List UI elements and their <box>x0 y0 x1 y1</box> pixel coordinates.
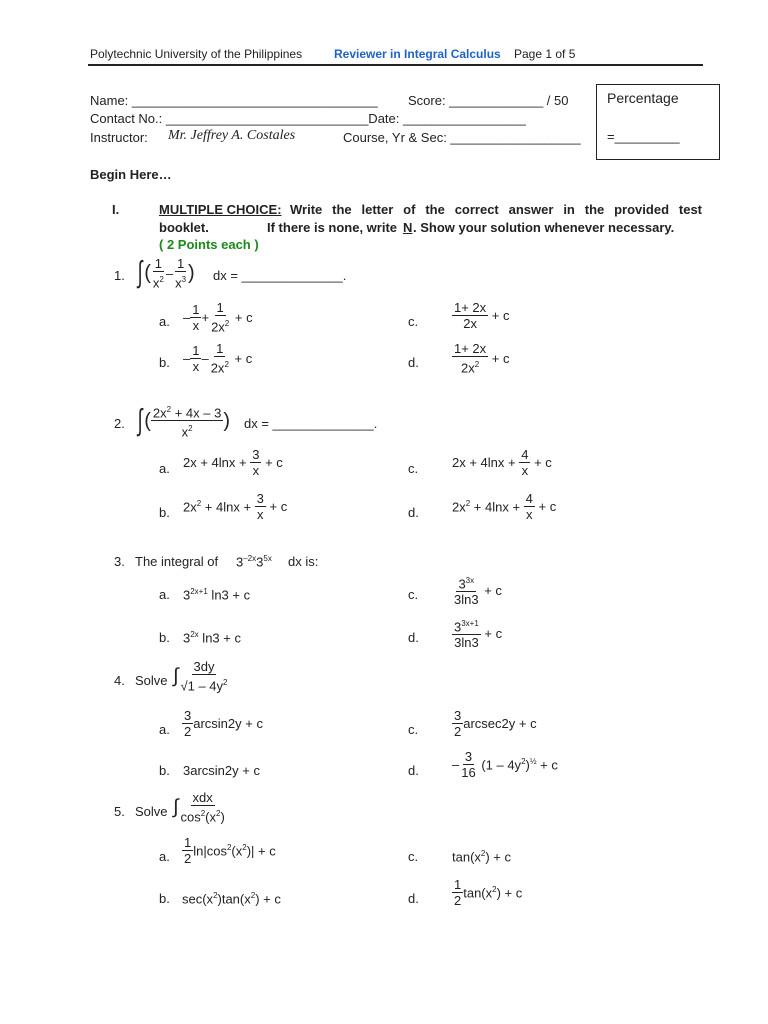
q3-text: The integral of <box>135 554 219 569</box>
q1-b-letter: b. <box>159 355 170 370</box>
begin-label: Begin Here… <box>90 167 172 182</box>
q2-a-answer: 2x + 4lnx + $\frac{3}{x}$ + c <box>183 447 283 478</box>
q5-c-letter: c. <box>408 849 419 864</box>
q4-number: 4. <box>114 673 125 688</box>
q3-number: 3. <box>114 554 125 569</box>
q2-number: 2. <box>114 416 125 431</box>
q5-a-answer: $\frac{1}{2}$ $\ln|\cos^2(x^2)| + c$ <box>184 835 276 866</box>
q3-c-letter: c. <box>408 587 419 602</box>
section-instructions-2d: . Show your solution whenever necessary. <box>413 220 675 235</box>
q4-text: Solve <box>135 673 168 688</box>
document-title: Reviewer in Integral Calculus <box>334 47 501 61</box>
q1-a-letter: a. <box>159 314 170 329</box>
q4-d-letter: d. <box>408 763 419 778</box>
q1-number: 1. <box>114 268 125 283</box>
q2-d-answer: $2x^2 + 4\ln x$ + $\frac{4}{x}$ + c <box>452 491 557 522</box>
instructor-name: Mr. Jeffrey A. Costales <box>168 128 296 143</box>
q1-tail: dx = ______________. <box>213 268 347 283</box>
q4-integral: ∫ $\frac{3dy}{√1 - 4y^2}$ <box>173 659 228 694</box>
university-name: Polytechnic University of the Philippines <box>90 47 303 61</box>
q1-b-answer: – $\frac{1}{x}$ – $\frac{1}{2x^2}$ + c <box>183 341 253 376</box>
q4-a-letter: a. <box>159 722 170 737</box>
q5-text: Solve <box>135 804 168 819</box>
q5-integral: ∫ $\frac{\text{xdx}}{\cos^2(x^2)}$ <box>173 790 225 825</box>
q5-d-letter: d. <box>408 891 419 906</box>
q3-b-letter: b. <box>159 630 170 645</box>
q4-c-answer: $\frac{3}{2}$ arcsec2y + c <box>454 708 537 739</box>
section-instructions-2b: If there is none, write <box>267 220 398 235</box>
q5-a-letter: a. <box>159 849 170 864</box>
q2-integral: ∫ ( $\frac{2x^2 + 4x - 3}{x^2}$ ) <box>137 403 230 440</box>
q1-c-answer: $\frac{1+ 2x}{2x}$ + c <box>454 300 510 331</box>
section-instructions-2a: booklet. <box>159 220 209 235</box>
points-note: ( 2 Points each ) <box>159 237 259 252</box>
q4-c-letter: c. <box>408 722 419 737</box>
q1-c-letter: c. <box>408 314 419 329</box>
q5-number: 5. <box>114 804 125 819</box>
percentage-blank: =_________ <box>607 129 680 144</box>
section-instructions-1: Write the letter of the correct answer in the provided test <box>290 202 702 217</box>
header-rule <box>88 64 703 66</box>
q5-b-letter: b. <box>159 891 170 906</box>
q1-d-answer: $\frac{1+ 2x}{2x^2}$ + c <box>454 341 510 376</box>
section-number: I. <box>112 202 120 217</box>
percentage-label: Percentage <box>607 90 679 106</box>
q4-d-answer: – $\frac{3}{16}$ $(1 - 4y^2)^{\frac{1}{2}} + c$ <box>452 749 558 780</box>
q2-c-answer: 2x + 4lnx + $\frac{4}{x}$ + c <box>452 447 552 478</box>
page-indicator: Page 1 of 5 <box>514 47 576 61</box>
q3-d-answer: $\frac{3^{3x+1}}{3\ln 3}$ + c <box>452 616 502 650</box>
q5-c-answer: $\tan(x^2) + c$ <box>452 849 512 865</box>
q2-b-answer: $2x^2 + 4\ln x$ + $\frac{3}{x}$ + c <box>183 491 288 522</box>
q1-d-letter: d. <box>408 355 419 370</box>
instructor-label: Instructor: <box>90 130 148 145</box>
q3-d-letter: d. <box>408 630 419 645</box>
contact-date-field: Contact No.: ____________________________Date: _________________ <box>90 111 526 126</box>
q3-a-letter: a. <box>159 587 170 602</box>
q3-tail: dx is: <box>288 554 319 569</box>
q2-d-letter: d. <box>408 505 419 520</box>
course-field: Course, Yr & Sec: __________________ <box>343 130 581 145</box>
q2-tail: dx = ______________. <box>244 416 378 431</box>
q4-b-letter: b. <box>159 763 170 778</box>
score-field: Score: _____________ / 50 <box>408 93 569 108</box>
q3-expression: $3^{-2x}3^{5x}$ <box>236 554 272 570</box>
q4-b-answer: 3arcsin2y + c <box>183 763 260 778</box>
section-instructions-2c: N <box>403 220 413 235</box>
q3-a-answer: $3^{2x+1}$ ln3 + c <box>183 587 251 603</box>
q2-b-letter: b. <box>159 505 170 520</box>
q2-a-letter: a. <box>159 461 170 476</box>
q3-b-answer: $3^{2x}$ ln3 + c <box>183 630 241 646</box>
q1-a-answer: – $\frac{1}{x}$ + $\frac{1}{2x^2}$ + c <box>183 300 253 335</box>
q5-d-answer: $\frac{1}{2}$ $\tan(x^2) + c$ <box>454 877 523 908</box>
q4-a-answer: $\frac{3}{2}$ arcsin2y + c <box>184 708 263 739</box>
q1-integral: ∫ ( $\frac{1}{x^2}$ – $\frac{1}{x^3}$ ) <box>137 256 195 291</box>
name-field: Name: __________________________________ <box>90 93 378 108</box>
q3-c-answer: $\frac{3^{3x}}{3\ln 3}$ + c <box>452 573 502 607</box>
q5-b-answer: $\sec(x^2)\tan(x^2) + c$ <box>182 891 281 907</box>
section-title: MULTIPLE CHOICE: <box>159 202 282 217</box>
q2-c-letter: c. <box>408 461 419 476</box>
